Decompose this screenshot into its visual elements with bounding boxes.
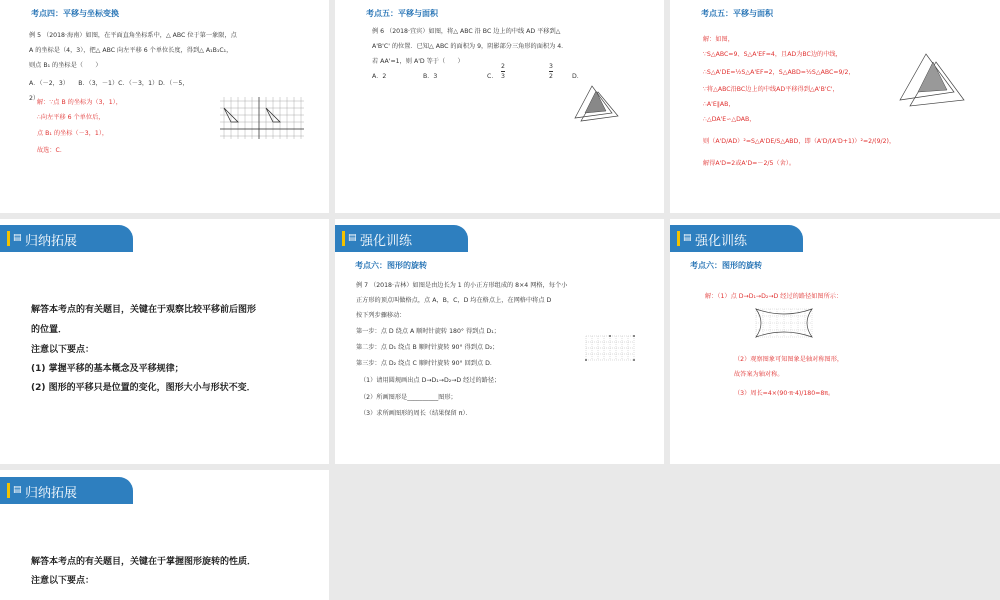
question-line: A'B'C' 的位置．已知△ ABC 的面积为 9，阴影部分三角形的面积为 4． xyxy=(372,43,568,50)
option-a: A．2 xyxy=(372,73,387,80)
question-line: 第三步：点 D₂ 绕点 C 顺时针旋转 90° 回到点 D． xyxy=(356,360,497,367)
tab-label: 归纳拓展 xyxy=(25,234,78,249)
answer-line: 故选：C． xyxy=(37,147,67,154)
question-line: （3）求所画图形的周长（结果保留 π）． xyxy=(360,410,472,417)
solution-line: ∴△DA'E∽△DAB， xyxy=(703,116,756,123)
section-tab xyxy=(0,477,133,504)
tab-label: 归纳拓展 xyxy=(25,486,78,501)
fraction-d: 3 2 xyxy=(549,63,553,80)
slide-heading: 考点四：平移与坐标变换 xyxy=(31,9,119,18)
solution-line: 故答案为轴对称。 xyxy=(734,371,784,378)
slide-translation-area-solution[interactable] xyxy=(670,0,1000,213)
tab-label: 强化训练 xyxy=(695,234,748,249)
question-line: 第二步：点 D₁ 绕点 B 顺时针旋转 90° 得到点 D₂； xyxy=(356,344,499,351)
slide-heading: 考点六：图形的旋转 xyxy=(690,261,762,270)
book-icon: ▤ xyxy=(683,233,692,243)
solution-line: ∵将△ABC沿BC边上的中线AD平移得到△A'B'C'， xyxy=(703,86,839,93)
solution-line: ∴S△A'DE=½S△A'EF=2，S△ABD=½S△ABC=9/2， xyxy=(703,69,855,76)
answer-line: 解：∵点 B 的坐标为（3，1）， xyxy=(37,99,122,106)
summary-line: 解答本考点的有关题目，关键在于掌握图形旋转的性质． xyxy=(31,557,257,567)
section-tab xyxy=(335,225,468,252)
option-c: C． xyxy=(487,73,498,80)
accent-bar xyxy=(677,231,680,246)
slide-heading: 考点六：图形的旋转 xyxy=(355,261,427,270)
question-line: A 的坐标是（4，3），把△ ABC 向左平移 6 个单位长度，得到△ A₁B₁C₁， xyxy=(29,47,233,54)
solution-line: 解：如图， xyxy=(703,36,734,43)
accent-bar xyxy=(7,231,10,246)
slide-summary-rotation[interactable] xyxy=(0,470,329,600)
coordinate-grid-figure xyxy=(218,95,306,141)
summary-line: (1) 掌握平移的基本概念及平移规律； xyxy=(31,364,184,374)
answer-line: 点 B₁ 的坐标（－3，1）， xyxy=(37,130,109,137)
slide-translation-area[interactable] xyxy=(335,0,664,213)
triangle-translation-figure xyxy=(572,83,620,123)
option-b: B．3 xyxy=(423,73,438,80)
solution-line: 解：（1）点 D→D₁→D₂→D 经过的路径如图所示： xyxy=(705,293,843,300)
question-line: 例 6 （2018·宜宾）如图，将△ ABC 沿 BC 边上的中线 AD 平移到△ xyxy=(372,28,561,35)
empty-canvas-area xyxy=(335,470,1000,600)
question-line: 按下列步骤移动： xyxy=(356,312,406,319)
question-line: 2） xyxy=(29,95,40,102)
accent-bar xyxy=(7,483,10,498)
solution-line: 解得A'D=2或A'D=－2/5（舍）。 xyxy=(703,160,796,167)
question-line: 若 AA'=1，则 A'D 等于（ ） xyxy=(372,58,464,65)
slide-rotation-exercise[interactable] xyxy=(335,219,664,464)
section-tab xyxy=(670,225,803,252)
answer-line: ∴向左平移 6 个单位后， xyxy=(37,114,105,121)
question-line: 例 7 （2018·吉林）如图是由边长为 1 的小正方形组成的 8×4 网格，每个小 xyxy=(356,282,568,289)
book-icon: ▤ xyxy=(13,485,22,495)
book-icon: ▤ xyxy=(13,233,22,243)
slide-heading: 考点五：平移与面积 xyxy=(701,9,773,18)
solution-line: （2）观察图象可知图象是轴对称图形， xyxy=(734,356,844,363)
solution-line: ∴A'E∥AB， xyxy=(703,101,735,108)
question-line: （1）请用圆规画出点 D→D₁→D₂→D 经过的路径； xyxy=(360,377,501,384)
rotation-path-figure xyxy=(750,305,820,339)
solution-line: ∵S△ABC=9、S△A'EF=4，且AD为BC边的中线， xyxy=(703,51,842,58)
accent-bar xyxy=(342,231,345,246)
question-line: 例 5 （2018·海南）如图，在平面直角坐标系中，△ ABC 位于第一象限，点 xyxy=(29,32,237,39)
tab-label: 强化训练 xyxy=(360,234,413,249)
question-line: 则点 B₁ 的坐标是（ ） xyxy=(29,62,102,69)
fraction-c: 2 3 xyxy=(501,63,505,80)
triangle-solution-figure xyxy=(898,50,968,108)
summary-line: 注意以下要点： xyxy=(31,345,95,355)
summary-line: 解答本考点的有关题目，关键在于观察比较平移前后图形 xyxy=(31,305,257,315)
solution-line: 则（A'D/AD）²=S△A'DE/S△ABD，即（A'D/(A'D+1)）²=2/(9/2)， xyxy=(703,138,896,145)
question-line: 第一步：点 D 绕点 A 顺时针旋转 180° 得到点 D₁； xyxy=(356,328,500,335)
summary-line: 的位置． xyxy=(31,325,68,335)
summary-line: (2) 图形的平移只是位置的变化，图形大小与形状不变． xyxy=(31,383,256,393)
question-line: 正方形的顶点叫做格点，点 A，B，C，D 均在格点上，在网格中将点 D xyxy=(356,297,552,304)
grid-8x4-figure xyxy=(583,332,637,364)
question-line: （2）所画图形是__________图形； xyxy=(360,394,457,401)
slide-summary-translation[interactable] xyxy=(0,219,329,464)
book-icon: ▤ xyxy=(348,233,357,243)
summary-line: 注意以下要点： xyxy=(31,576,95,586)
slide-heading: 考点五：平移与面积 xyxy=(366,9,438,18)
slide-rotation-solution[interactable] xyxy=(670,219,1000,464)
option-d: D． xyxy=(572,73,583,80)
section-tab xyxy=(0,225,133,252)
question-options: A．（－2，3） B．（3，－1）C．（－3，1）D．（－5， xyxy=(29,80,189,87)
slide-translation-coordinates[interactable] xyxy=(0,0,329,213)
solution-line: （3）周长=4×(90·π·4)/180=8π。 xyxy=(734,390,835,397)
